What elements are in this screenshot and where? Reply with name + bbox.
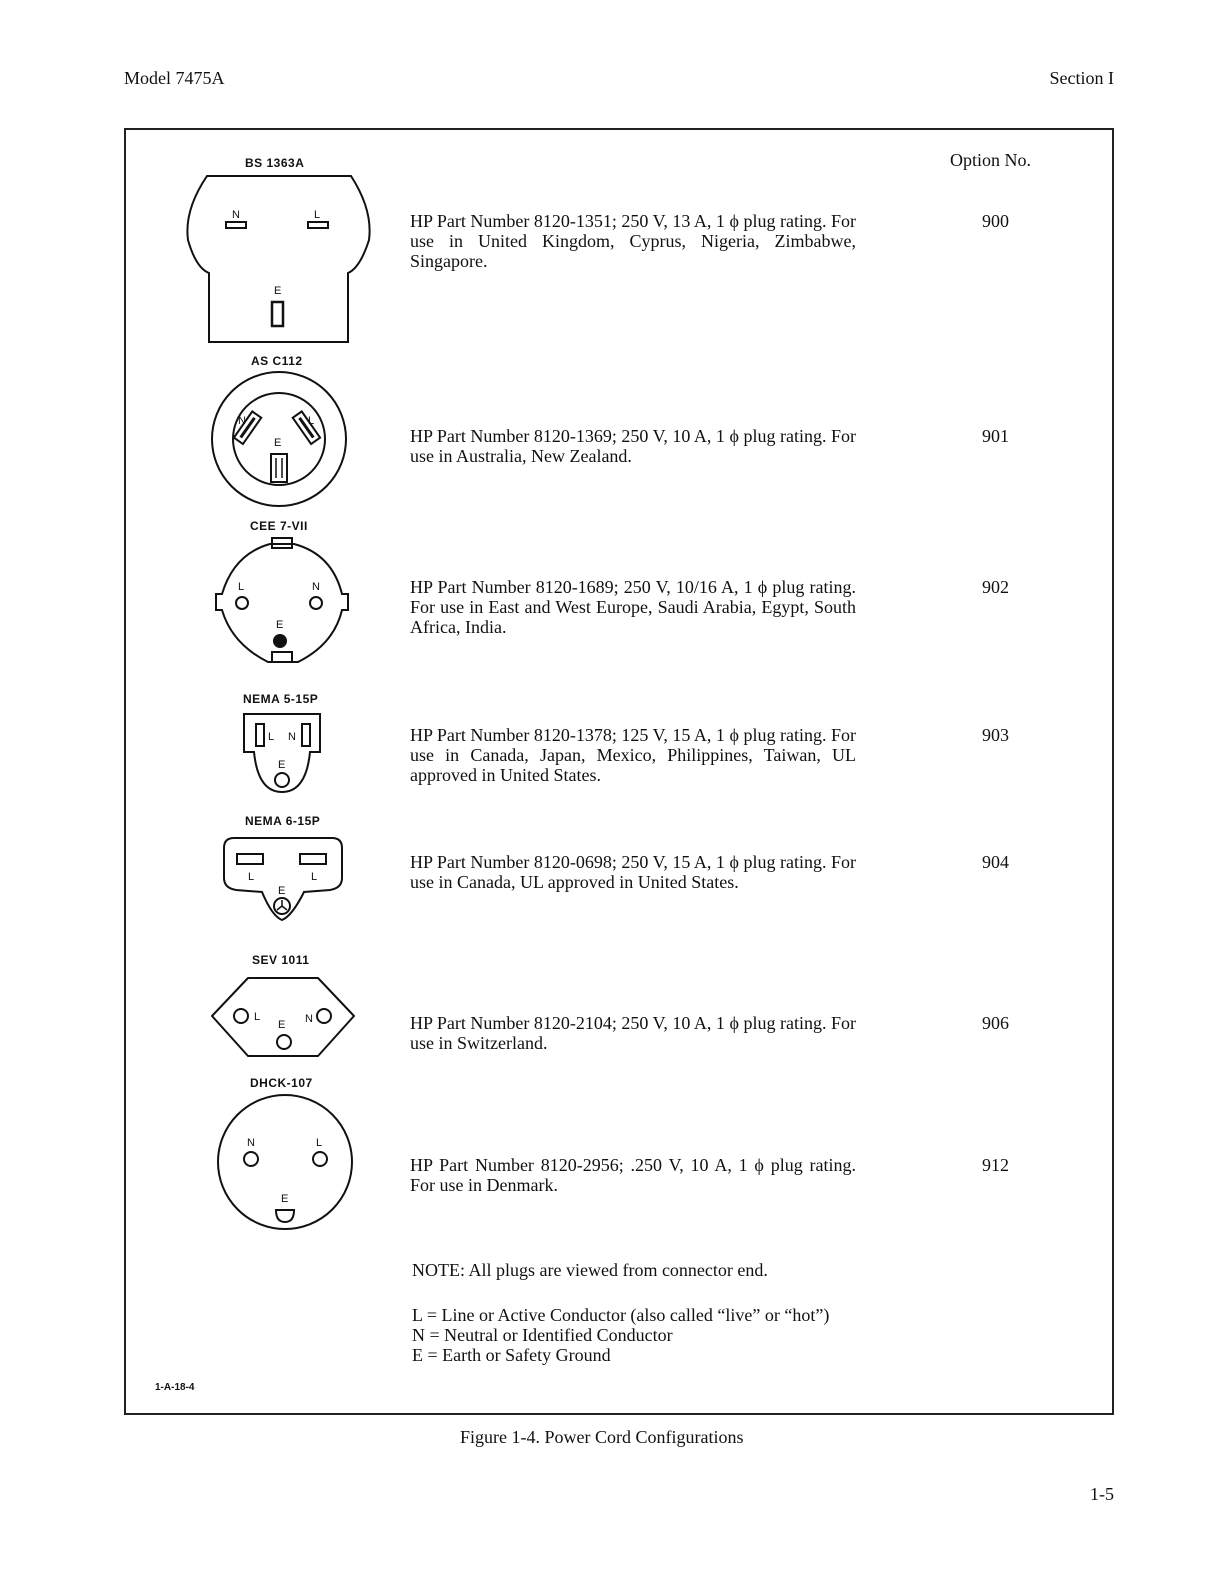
plug-label-bs1363a: BS 1363A xyxy=(245,156,305,170)
pin-label-n: N xyxy=(312,581,320,593)
nema615p-plug-icon xyxy=(220,832,346,928)
description-903: HP Part Number 8120-1378; 125 V, 15 A, 1 ϕ plug rating. For use in Canada, Japan, Mexico, Philippines, Taiwan, UL approved in United States. xyxy=(410,725,856,785)
header-model: Model 7475A xyxy=(124,68,225,88)
sev1011-plug-icon xyxy=(208,972,358,1062)
pin-label-n: N xyxy=(238,415,246,427)
option-902: 902 xyxy=(982,577,1009,597)
pin-label-n: N xyxy=(305,1013,313,1025)
pin-label-l: L xyxy=(268,731,275,743)
pin-label-l: L xyxy=(308,415,315,427)
pin-label-n: N xyxy=(247,1137,255,1149)
pin-label-e: E xyxy=(281,1193,289,1205)
pin-label-l: L xyxy=(311,871,318,883)
figure-caption: Figure 1-4. Power Cord Configurations xyxy=(460,1427,744,1447)
pin-label-e: E xyxy=(274,437,282,449)
option-903: 903 xyxy=(982,725,1009,745)
legend-earth: E = Earth or Safety Ground xyxy=(412,1345,611,1365)
plug-label-nema515p: NEMA 5-15P xyxy=(243,692,319,706)
option-904: 904 xyxy=(982,852,1009,872)
plug-label-nema615p: NEMA 6-15P xyxy=(245,814,321,828)
pin-label-l: L xyxy=(238,581,245,593)
plug-label-sev1011: SEV 1011 xyxy=(252,953,310,967)
plug-label-cee7vii: CEE 7-VII xyxy=(250,519,308,533)
option-column-header: Option No. xyxy=(950,150,1031,170)
cee7vii-plug-icon xyxy=(210,534,356,672)
description-902: HP Part Number 8120-1689; 250 V, 10/16 A, 1 ϕ plug rating. For use in East and West Europe, Saudi Arabia, Egypt, South Africa, India. xyxy=(410,577,856,637)
description-904: HP Part Number 8120-0698; 250 V, 15 A, 1 ϕ plug rating. For use in Canada, UL approved in United States. xyxy=(410,852,856,892)
figure-code: 1-A-18-4 xyxy=(155,1382,195,1393)
nema515p-plug-icon xyxy=(240,710,326,796)
plug-label-dhck107: DHCK-107 xyxy=(250,1076,313,1090)
dhck107-plug-icon xyxy=(214,1092,360,1236)
description-900: HP Part Number 8120-1351; 250 V, 13 A, 1 ϕ plug rating. For use in United Kingdom, Cyprus, Nigeria, Zimbabwe, Singapore. xyxy=(410,211,856,271)
pin-label-n: N xyxy=(232,209,240,221)
pin-label-e: E xyxy=(278,759,286,771)
pin-label-n: N xyxy=(288,731,296,743)
legend-neutral: N = Neutral or Identified Conductor xyxy=(412,1325,673,1345)
pin-label-l: L xyxy=(316,1137,323,1149)
option-901: 901 xyxy=(982,426,1009,446)
pin-label-l: L xyxy=(248,871,255,883)
option-900: 900 xyxy=(982,211,1009,231)
pin-label-l: L xyxy=(254,1011,261,1023)
pin-label-e: E xyxy=(274,285,282,297)
pin-label-e: E xyxy=(276,619,284,631)
description-912: HP Part Number 8120-2956; .250 V, 10 A, 1 ϕ plug rating. For use in Denmark. xyxy=(410,1155,856,1195)
plug-label-asc112: AS C112 xyxy=(251,354,303,368)
page-number: 1-5 xyxy=(1090,1484,1114,1504)
header-section: Section I xyxy=(1049,68,1114,88)
option-906: 906 xyxy=(982,1013,1009,1033)
description-906: HP Part Number 8120-2104; 250 V, 10 A, 1 ϕ plug rating. For use in Switzerland. xyxy=(410,1013,856,1053)
pin-label-l: L xyxy=(314,209,321,221)
option-912: 912 xyxy=(982,1155,1009,1175)
legend-line: L = Line or Active Conductor (also called “live” or “hot”) xyxy=(412,1305,830,1325)
description-901: HP Part Number 8120-1369; 250 V, 10 A, 1 ϕ plug rating. For use in Australia, New Zealand. xyxy=(410,426,856,466)
pin-label-e: E xyxy=(278,885,286,897)
note: NOTE: All plugs are viewed from connector end. xyxy=(412,1260,768,1280)
asc112-plug-icon xyxy=(206,370,352,516)
bs1363a-plug-icon xyxy=(180,170,380,348)
pin-label-e: E xyxy=(278,1019,286,1031)
